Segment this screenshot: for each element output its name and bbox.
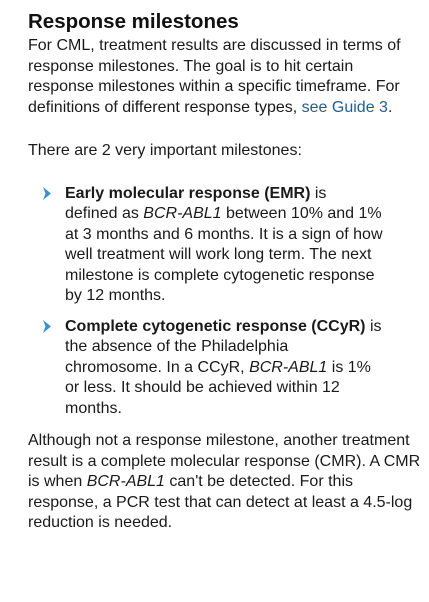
- milestone-desc-part: is the absence of the Philadelphia chromosome. In a CCyR,: [65, 317, 382, 376]
- milestone-text: [65, 317, 383, 420]
- milestone-item-emr: [28, 184, 383, 307]
- chevron-right-icon: [43, 187, 51, 200]
- intro-text: For CML, treatment results are discussed in terms of response milestones. The goal is to hit certain response milestones within a specific timeframe. For definitions of different response types,: [28, 37, 401, 116]
- gene-name: BCR-ABL1: [249, 358, 328, 376]
- milestone-text: [65, 184, 383, 307]
- gene-name: BCR-ABL1: [86, 473, 165, 490]
- milestone-desc-part: is defined as: [65, 184, 327, 222]
- document-section: [28, 10, 423, 534]
- intro-paragraph: [28, 36, 423, 118]
- closing-text-part: Although not a response milestone, another treatment result is a complete molecular response (CMR). A CMR is when: [28, 432, 421, 490]
- milestone-item-ccyr: [28, 317, 383, 420]
- gene-name: BCR-ABL1: [143, 205, 222, 222]
- closing-paragraph: [28, 431, 423, 534]
- section-heading: Response milestones: [28, 10, 239, 33]
- closing-text-part: can't be detected. For this response, a PCR test that can detect at least a 4.5-log reduction is needed.: [28, 473, 413, 531]
- chevron-right-icon: [43, 320, 51, 333]
- intro-end: .: [387, 98, 393, 116]
- milestone-desc-part: is 1% or less. It should be achieved within 12 months.: [65, 358, 371, 417]
- milestone-term: Early molecular response (EMR): [65, 184, 311, 202]
- milestones-lead: There are 2 very important milestones:: [28, 142, 302, 159]
- milestone-desc-part: between 10% and 1% at 3 months and 6 months. It is a sign of how well treatment will work long term. The next milestone is complete cytogenetic response by 12 months.: [65, 205, 383, 304]
- milestone-list: [28, 184, 423, 420]
- milestone-term: Complete cytogenetic response (CCyR): [65, 317, 366, 335]
- guide-3-link[interactable]: see Guide 3: [301, 98, 388, 116]
